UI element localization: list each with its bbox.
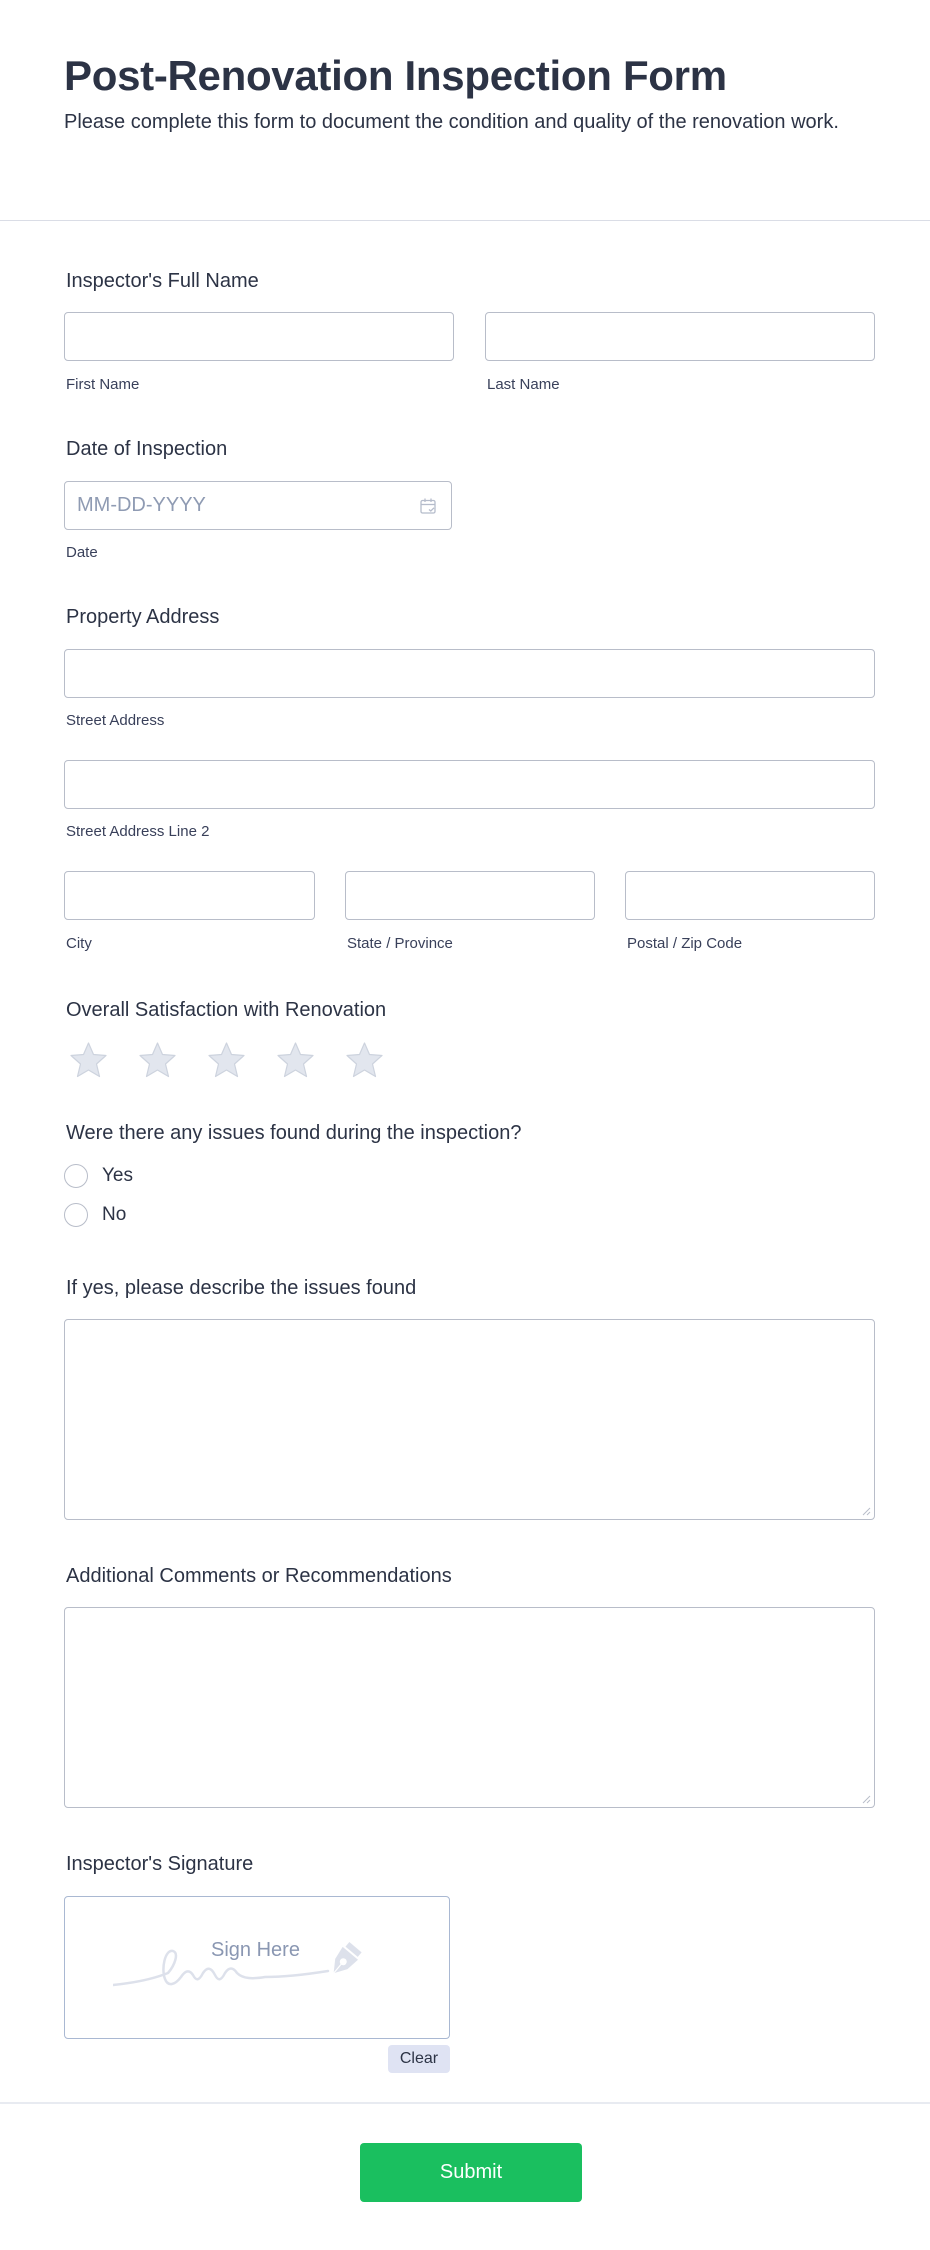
date-label: Date of Inspection (66, 438, 228, 460)
radio-option-yes[interactable] (64, 1164, 133, 1188)
first-name-input[interactable] (65, 313, 453, 360)
date-sublabel: Date (66, 544, 98, 561)
radio-option-no[interactable] (64, 1203, 126, 1227)
form-header (0, 0, 930, 221)
star-rating (64, 1040, 389, 1080)
date-field-wrapper (64, 481, 452, 530)
form-title: Post-Renovation Inspection Form (64, 52, 727, 99)
resize-grip-icon[interactable] (861, 1794, 871, 1804)
street-address-input[interactable] (65, 650, 874, 697)
street-address-2-sublabel: Street Address Line 2 (66, 823, 210, 840)
star-icon-5[interactable] (340, 1040, 389, 1080)
street-address-2-wrapper (64, 760, 875, 809)
address-label: Property Address (66, 606, 220, 628)
form-subtitle: Please complete this form to document the condition and quality of the renovation work. (64, 111, 839, 133)
state-input[interactable] (346, 872, 594, 919)
issues-found-label: Were there any issues found during the inspection? (66, 1122, 522, 1144)
radio-label-yes: Yes (102, 1165, 133, 1186)
street-address-wrapper (64, 649, 875, 698)
city-wrapper (64, 871, 315, 920)
street-address-sublabel: Street Address (66, 712, 165, 729)
form-footer (0, 2102, 930, 2250)
radio-button-no[interactable] (64, 1203, 88, 1227)
sign-here-placeholder: Sign Here (211, 1939, 300, 1961)
last-name-sublabel: Last Name (487, 376, 560, 393)
zip-input[interactable] (626, 872, 874, 919)
star-icon-2[interactable] (133, 1040, 182, 1080)
star-icon-4[interactable] (271, 1040, 320, 1080)
state-sublabel: State / Province (347, 935, 453, 952)
resize-grip-icon[interactable] (861, 1506, 871, 1516)
first-name-sublabel: First Name (66, 376, 140, 393)
zip-sublabel: Postal / Zip Code (627, 935, 743, 952)
street-address-2-input[interactable] (65, 761, 874, 808)
last-name-field-wrapper (485, 312, 875, 361)
first-name-field-wrapper (64, 312, 454, 361)
star-icon-3[interactable] (202, 1040, 251, 1080)
clear-signature-button[interactable]: Clear (388, 2045, 450, 2073)
star-icon-1[interactable] (64, 1040, 113, 1080)
last-name-input[interactable] (486, 313, 874, 360)
date-input[interactable] (65, 482, 451, 529)
calendar-icon[interactable] (419, 497, 437, 515)
radio-button-yes[interactable] (64, 1164, 88, 1188)
zip-wrapper (625, 871, 875, 920)
comments-textarea[interactable] (65, 1608, 874, 1807)
city-sublabel: City (66, 935, 92, 952)
issues-description-textarea[interactable] (65, 1320, 874, 1519)
signature-pad[interactable] (64, 1896, 450, 2039)
comments-wrapper (64, 1607, 875, 1808)
satisfaction-label: Overall Satisfaction with Renovation (66, 999, 387, 1021)
state-wrapper (345, 871, 595, 920)
pen-nib-icon (326, 1941, 363, 1980)
submit-button[interactable]: Submit (360, 2143, 582, 2202)
inspector-name-label: Inspector's Full Name (66, 270, 259, 292)
issues-description-label: If yes, please describe the issues found (66, 1277, 417, 1299)
comments-label: Additional Comments or Recommendations (66, 1565, 452, 1587)
issues-description-wrapper (64, 1319, 875, 1520)
signature-label: Inspector's Signature (66, 1853, 254, 1875)
city-input[interactable] (65, 872, 314, 919)
radio-label-no: No (102, 1204, 127, 1225)
